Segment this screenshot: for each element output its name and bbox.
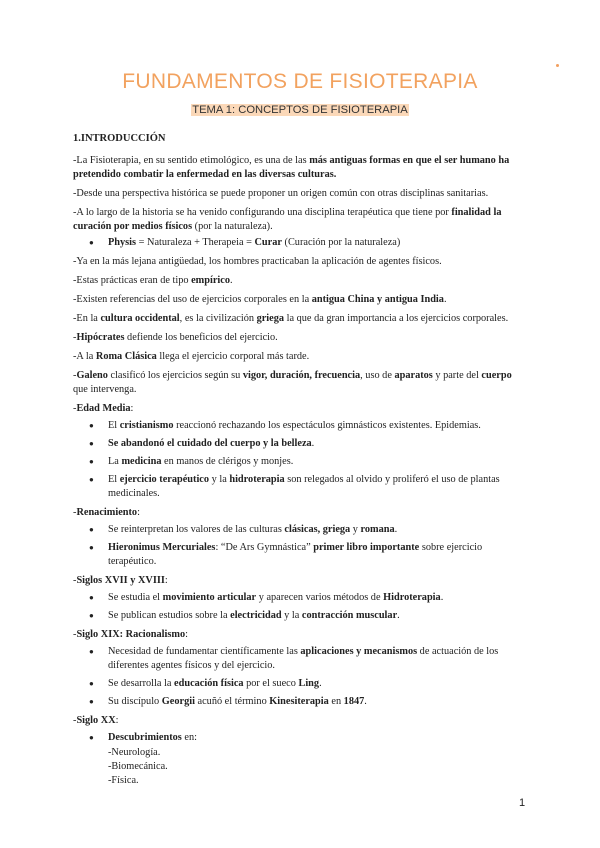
page-number: 1	[519, 797, 526, 809]
siglo-xix-heading: -Siglo XIX: Racionalismo:	[73, 629, 189, 640]
subtitle-highlight: TEMA 1: CONCEPTOS DE FISIOTERAPIA	[192, 104, 408, 116]
list-item: ● Su discípulo Georgii acuñó el término Kinesiterapia en 1847.	[73, 695, 523, 709]
list-item: ● Se reinterpretan los valores de las culturas clásicas, griega y romana.	[73, 523, 523, 537]
edad-media-heading: -Edad Media:	[73, 403, 134, 414]
list-item: ● Se desarrolla la educación física por el sueco Ling.	[73, 677, 523, 691]
renacimiento-list	[73, 523, 523, 569]
siglo-xx-heading: -Siglo XX:	[73, 715, 119, 726]
section-heading: 1.INTRODUCCIÓN	[73, 133, 166, 144]
siglo-xx-list	[73, 731, 523, 745]
renacimiento-heading: -Renacimiento:	[73, 507, 140, 518]
paragraph-8: -Hipócrates defiende los beneficios del ejercicio.	[73, 332, 278, 343]
paragraph-6: -Existen referencias del uso de ejercicios corporales en la antigua China y antigua India.	[73, 294, 447, 305]
physis-list	[73, 236, 523, 250]
sub-item-neurologia: -Neurología.	[108, 747, 161, 758]
siglo-xix-list	[73, 645, 523, 709]
decorative-dot	[556, 64, 559, 67]
paragraph-10: -Galeno clasificó los ejercicios según su vigor, duración, frecuencia, uso de aparatos y parte del cuerpo que intervenga.	[73, 370, 512, 395]
paragraph-2: -Desde una perspectiva histórica se puede proponer un origen común con otras disciplinas sanitarias.	[73, 188, 489, 199]
paragraph-1: -La Fisioterapia, en su sentido etimológico, es una de las más antiguas formas en que el ser humano ha pretendido combatir la enfermedad en las diversas culturas.	[73, 155, 510, 180]
paragraph-3: -A lo largo de la historia se ha venido configurando una disciplina terapéutica que tiene por finalidad la curación por medios físicos (por la naturaleza).	[73, 207, 502, 232]
paragraph-9: -A la Roma Clásica llega el ejercicio corporal más tarde.	[73, 351, 310, 362]
list-item: ● Necesidad de fundamentar científicamente las aplicaciones y mecanismos de actuación de los diferentes agentes físicos y del ejercicio.	[73, 645, 523, 673]
list-item: ● Descubrimientos en:	[73, 731, 523, 745]
list-item: ● Se abandonó el cuidado del cuerpo y la belleza.	[73, 437, 523, 451]
list-item: ● La medicina en manos de clérigos y monjes.	[73, 455, 523, 469]
list-item: ● Se publican estudios sobre la electricidad y la contracción muscular.	[73, 609, 523, 623]
paragraph-4: -Ya en la más lejana antigüedad, los hombres practicaban la aplicación de agentes físicos.	[73, 256, 442, 267]
siglos-xvii-heading: -Siglos XVII y XVIII:	[73, 575, 168, 586]
page-subtitle	[0, 104, 600, 116]
list-item: ● Physis = Naturaleza + Therapeia = Curar (Curación por la naturaleza)	[73, 236, 523, 250]
list-item: ● Se estudia el movimiento articular y aparecen varios métodos de Hidroterapia.	[73, 591, 523, 605]
siglos-xvii-list	[73, 591, 523, 623]
sub-item-biomecanica: -Biomecánica.	[108, 761, 168, 772]
list-item: ● El ejercicio terapéutico y la hidroterapia son relegados al olvido y proliferó el uso de plantas medicinales.	[73, 473, 523, 501]
paragraph-5: -Estas prácticas eran de tipo empírico.	[73, 275, 233, 286]
paragraph-7: -En la cultura occidental, es la civilización griega la que da gran importancia a los ejercicios corporales.	[73, 313, 509, 324]
list-item: ● El cristianismo reaccionó rechazando los espectáculos gimnásticos existentes. Epidemias.	[73, 419, 523, 433]
page-title: FUNDAMENTOS DE FISIOTERAPIA	[122, 70, 478, 93]
edad-media-list	[73, 419, 523, 501]
list-item: ● Hieronimus Mercuriales: “De Ars Gymnástica” primer libro importante sobre ejercicio terapéutico.	[73, 541, 523, 569]
document-body	[73, 132, 523, 788]
sub-item-fisica: -Física.	[108, 775, 139, 786]
